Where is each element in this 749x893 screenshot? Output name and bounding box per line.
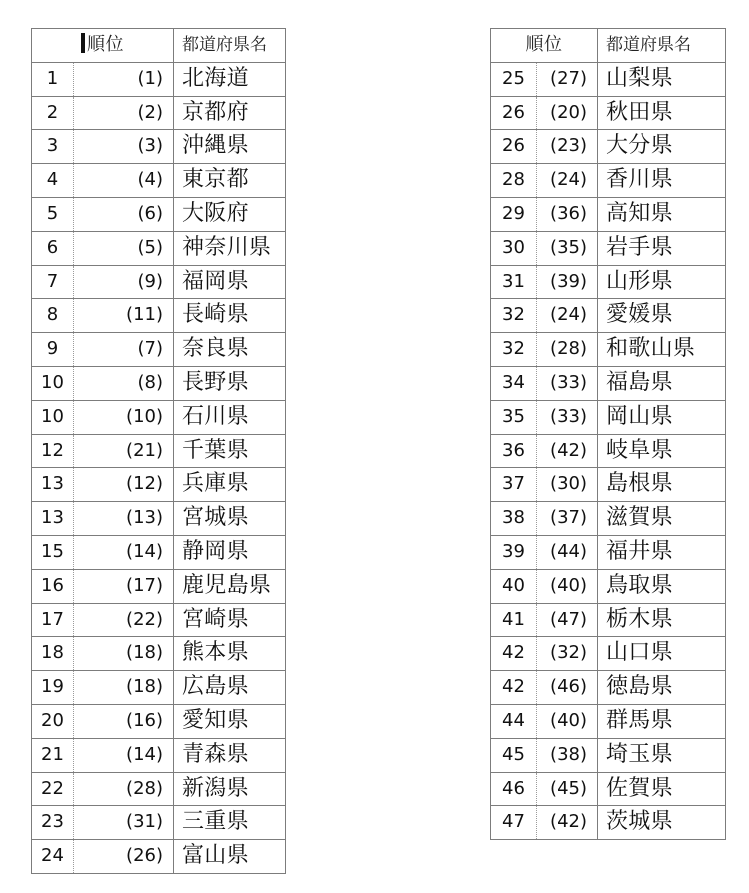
rank-cell: 30 (491, 231, 537, 265)
prefecture-name-cell: 鹿児島県 (174, 569, 286, 603)
rank-cell: 13 (32, 468, 74, 502)
rank-cell: 40 (491, 569, 537, 603)
rank-cell: 9 (32, 333, 74, 367)
table-row (491, 197, 726, 231)
table-row (32, 231, 286, 265)
previous-rank-cell: (14) (74, 738, 174, 772)
previous-rank-cell: (23) (537, 130, 598, 164)
previous-rank-cell: (7) (74, 333, 174, 367)
prefecture-name-cell: 岩手県 (598, 231, 726, 265)
rank-cell: 3 (32, 130, 74, 164)
prefecture-name-cell: 宮城県 (174, 502, 286, 536)
previous-rank-cell: (2) (74, 96, 174, 130)
rank-cell: 5 (32, 197, 74, 231)
previous-rank-cell: (18) (74, 637, 174, 671)
prefecture-name-cell: 福島県 (598, 366, 726, 400)
prefecture-name-cell: 東京都 (174, 164, 286, 198)
previous-rank-cell: (22) (74, 603, 174, 637)
previous-rank-cell: (28) (74, 772, 174, 806)
table-row (491, 806, 726, 840)
previous-rank-cell: (21) (74, 434, 174, 468)
previous-rank-cell: (13) (74, 502, 174, 536)
prefecture-name-cell: 香川県 (598, 164, 726, 198)
table-row (32, 366, 286, 400)
rank-cell: 23 (32, 806, 74, 840)
previous-rank-cell: (28) (537, 333, 598, 367)
rank-cell: 20 (32, 704, 74, 738)
prefecture-name-cell: 岐阜県 (598, 434, 726, 468)
rank-cell: 29 (491, 197, 537, 231)
rank-column-header: 順位 (491, 29, 598, 63)
prefecture-name-cell: 長崎県 (174, 299, 286, 333)
prefecture-name-cell: 新潟県 (174, 772, 286, 806)
rank-cell: 12 (32, 434, 74, 468)
prefecture-name-cell: 兵庫県 (174, 468, 286, 502)
table-row (491, 62, 726, 96)
table-row (491, 366, 726, 400)
rank-cell: 1 (32, 62, 74, 96)
previous-rank-cell: (46) (537, 671, 598, 705)
rank-cell: 35 (491, 400, 537, 434)
rank-cell: 10 (32, 400, 74, 434)
prefecture-name-cell: 京都府 (174, 96, 286, 130)
rank-cell: 24 (32, 840, 74, 874)
prefecture-column-header: 都道府県名 (598, 29, 726, 63)
table-row (32, 502, 286, 536)
table-row (491, 299, 726, 333)
previous-rank-cell: (30) (537, 468, 598, 502)
previous-rank-cell: (37) (537, 502, 598, 536)
table-row (491, 434, 726, 468)
table-header-row (491, 29, 726, 63)
rank-cell: 44 (491, 704, 537, 738)
prefecture-name-cell: 鳥取県 (598, 569, 726, 603)
previous-rank-cell: (24) (537, 299, 598, 333)
previous-rank-cell: (26) (74, 840, 174, 874)
rank-cell: 28 (491, 164, 537, 198)
prefecture-name-cell: 秋田県 (598, 96, 726, 130)
prefecture-name-cell: 高知県 (598, 197, 726, 231)
table-row (32, 62, 286, 96)
previous-rank-cell: (38) (537, 738, 598, 772)
previous-rank-cell: (32) (537, 637, 598, 671)
table-row (491, 130, 726, 164)
rank-cell: 22 (32, 772, 74, 806)
prefecture-name-cell: 静岡県 (174, 535, 286, 569)
prefecture-name-cell: 神奈川県 (174, 231, 286, 265)
rank-cell: 26 (491, 130, 537, 164)
prefecture-name-cell: 徳島県 (598, 671, 726, 705)
rank-cell: 45 (491, 738, 537, 772)
previous-rank-cell: (8) (74, 366, 174, 400)
rank-cell: 37 (491, 468, 537, 502)
previous-rank-cell: (6) (74, 197, 174, 231)
table-row (491, 164, 726, 198)
previous-rank-cell: (11) (74, 299, 174, 333)
rank-column-header (32, 29, 174, 63)
ranking-table-right (490, 28, 726, 840)
prefecture-name-cell: 山形県 (598, 265, 726, 299)
prefecture-name-cell: 大分県 (598, 130, 726, 164)
prefecture-name-cell: 熊本県 (174, 637, 286, 671)
prefecture-name-cell: 長野県 (174, 366, 286, 400)
table-row (491, 265, 726, 299)
prefecture-name-cell: 北海道 (174, 62, 286, 96)
previous-rank-cell: (12) (74, 468, 174, 502)
previous-rank-cell: (20) (537, 96, 598, 130)
rank-cell: 32 (491, 333, 537, 367)
rank-cell: 18 (32, 637, 74, 671)
previous-rank-cell: (5) (74, 231, 174, 265)
rank-cell: 47 (491, 806, 537, 840)
rank-cell: 41 (491, 603, 537, 637)
table-row (32, 637, 286, 671)
table-row (32, 164, 286, 198)
table-row (32, 130, 286, 164)
prefecture-name-cell: 千葉県 (174, 434, 286, 468)
previous-rank-cell: (45) (537, 772, 598, 806)
prefecture-name-cell: 佐賀県 (598, 772, 726, 806)
rank-cell: 4 (32, 164, 74, 198)
table-row (491, 400, 726, 434)
table-row (491, 671, 726, 705)
ranking-table-left (31, 28, 286, 874)
rank-header-label: 順位 (87, 34, 124, 55)
rank-cell: 6 (32, 231, 74, 265)
table-row (491, 603, 726, 637)
prefecture-name-cell: 大阪府 (174, 197, 286, 231)
table-row (491, 231, 726, 265)
rank-cell: 38 (491, 502, 537, 536)
rank-cell: 31 (491, 265, 537, 299)
previous-rank-cell: (18) (74, 671, 174, 705)
prefecture-name-cell: 茨城県 (598, 806, 726, 840)
table-row (491, 772, 726, 806)
table-row (491, 704, 726, 738)
prefecture-name-cell: 三重県 (174, 806, 286, 840)
previous-rank-cell: (42) (537, 806, 598, 840)
prefecture-name-cell: 富山県 (174, 840, 286, 874)
previous-rank-cell: (33) (537, 366, 598, 400)
table-row (491, 502, 726, 536)
rank-cell: 7 (32, 265, 74, 299)
rank-cell: 25 (491, 62, 537, 96)
prefecture-name-cell: 宮崎県 (174, 603, 286, 637)
prefecture-name-cell: 福井県 (598, 535, 726, 569)
rank-cell: 8 (32, 299, 74, 333)
table-row (32, 468, 286, 502)
prefecture-column-header: 都道府県名 (174, 29, 286, 63)
rank-cell: 16 (32, 569, 74, 603)
previous-rank-cell: (47) (537, 603, 598, 637)
prefecture-name-cell: 島根県 (598, 468, 726, 502)
table-row (32, 603, 286, 637)
rank-cell: 10 (32, 366, 74, 400)
rank-cell: 13 (32, 502, 74, 536)
previous-rank-cell: (39) (537, 265, 598, 299)
prefecture-name-cell: 沖縄県 (174, 130, 286, 164)
rank-cell: 15 (32, 535, 74, 569)
previous-rank-cell: (3) (74, 130, 174, 164)
prefecture-name-cell: 愛知県 (174, 704, 286, 738)
prefecture-name-cell: 滋賀県 (598, 502, 726, 536)
table-row (491, 333, 726, 367)
previous-rank-cell: (16) (74, 704, 174, 738)
table-row (32, 806, 286, 840)
table-row (491, 569, 726, 603)
prefecture-name-cell: 和歌山県 (598, 333, 726, 367)
previous-rank-cell: (35) (537, 231, 598, 265)
previous-rank-cell: (1) (74, 62, 174, 96)
rank-cell: 19 (32, 671, 74, 705)
rank-cell: 2 (32, 96, 74, 130)
previous-rank-cell: (44) (537, 535, 598, 569)
table-row (32, 671, 286, 705)
table-row (32, 333, 286, 367)
prefecture-name-cell: 山梨県 (598, 62, 726, 96)
previous-rank-cell: (31) (74, 806, 174, 840)
rank-cell: 46 (491, 772, 537, 806)
table-row (32, 738, 286, 772)
prefecture-name-cell: 山口県 (598, 637, 726, 671)
table-row (32, 569, 286, 603)
text-cursor-icon (81, 33, 85, 53)
table-row (491, 468, 726, 502)
prefecture-name-cell: 岡山県 (598, 400, 726, 434)
rank-cell: 39 (491, 535, 537, 569)
prefecture-name-cell: 奈良県 (174, 333, 286, 367)
table-row (32, 704, 286, 738)
table-row (32, 299, 286, 333)
rank-cell: 26 (491, 96, 537, 130)
prefecture-name-cell: 愛媛県 (598, 299, 726, 333)
previous-rank-cell: (10) (74, 400, 174, 434)
previous-rank-cell: (33) (537, 400, 598, 434)
rank-cell: 32 (491, 299, 537, 333)
rank-cell: 42 (491, 671, 537, 705)
table-row (32, 840, 286, 874)
previous-rank-cell: (17) (74, 569, 174, 603)
table-row (491, 535, 726, 569)
previous-rank-cell: (14) (74, 535, 174, 569)
table-row (32, 434, 286, 468)
previous-rank-cell: (9) (74, 265, 174, 299)
rank-cell: 21 (32, 738, 74, 772)
table-row (491, 96, 726, 130)
prefecture-name-cell: 広島県 (174, 671, 286, 705)
prefecture-name-cell: 福岡県 (174, 265, 286, 299)
ranking-table-body (491, 62, 726, 839)
previous-rank-cell: (40) (537, 704, 598, 738)
previous-rank-cell: (4) (74, 164, 174, 198)
table-row (32, 535, 286, 569)
rank-cell: 36 (491, 434, 537, 468)
rank-cell: 34 (491, 366, 537, 400)
prefecture-name-cell: 群馬県 (598, 704, 726, 738)
previous-rank-cell: (24) (537, 164, 598, 198)
rank-cell: 17 (32, 603, 74, 637)
prefecture-name-cell: 石川県 (174, 400, 286, 434)
table-row (491, 637, 726, 671)
previous-rank-cell: (42) (537, 434, 598, 468)
table-row (32, 400, 286, 434)
ranking-table-body (32, 62, 286, 873)
table-row (32, 265, 286, 299)
prefecture-name-cell: 青森県 (174, 738, 286, 772)
table-row (32, 197, 286, 231)
table-row (491, 738, 726, 772)
prefecture-name-cell: 栃木県 (598, 603, 726, 637)
rank-cell: 42 (491, 637, 537, 671)
prefecture-name-cell: 埼玉県 (598, 738, 726, 772)
previous-rank-cell: (36) (537, 197, 598, 231)
table-header-row (32, 29, 286, 63)
table-row (32, 96, 286, 130)
table-row (32, 772, 286, 806)
previous-rank-cell: (27) (537, 62, 598, 96)
previous-rank-cell: (40) (537, 569, 598, 603)
